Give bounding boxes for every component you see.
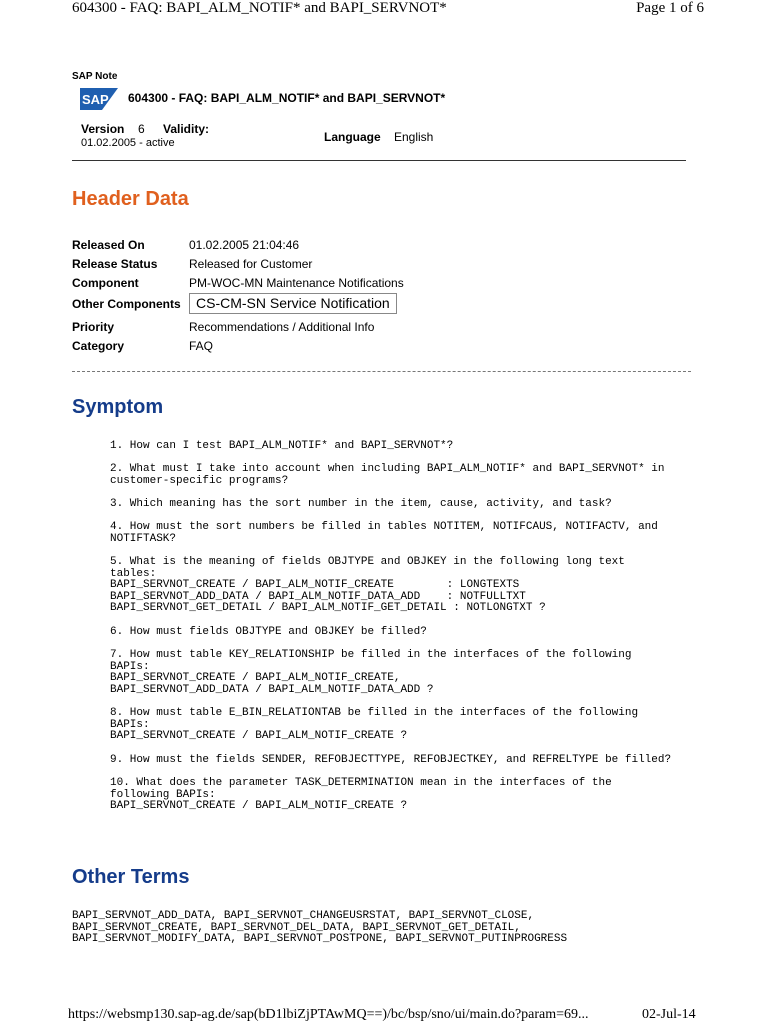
symptom-item: 8. How must table E_BIN_RELATIONTAB be filled in the interfaces of the following BAPIs: BAPI_SERVNOT_CREATE / BAPI_ALM_NOTIF_CREATE ? <box>110 707 639 742</box>
header-key: Component <box>72 276 139 290</box>
language-value: English <box>394 130 434 144</box>
header-key: Other Components <box>72 297 181 311</box>
symptom-item: 9. How must the fields SENDER, REFOBJECTTYPE, REFOBJECTKEY, and REFRELTYPE be filled? <box>110 754 672 766</box>
header-key: Category <box>72 339 125 353</box>
note-title: 604300 - FAQ: BAPI_ALM_NOTIF* and BAPI_SERVNOT* <box>128 91 446 105</box>
header-value: Released for Customer <box>189 257 313 271</box>
version-label: Version <box>81 122 125 136</box>
symptom-item: 3. Which meaning has the sort number in the item, cause, activity, and task? <box>110 498 612 510</box>
sap-note-label: SAP Note <box>72 71 118 82</box>
other-components-value: CS-CM-SN Service Notification <box>189 293 397 314</box>
symptom-item: 10. What does the parameter TASK_DETERMINATION mean in the interfaces of the following BAPIs: BAPI_SERVNOT_CREATE / BAPI_ALM_NOTIF_CREATE ? <box>110 777 612 812</box>
validity-value: 01.02.2005 - active <box>81 137 175 149</box>
version-value: 6 <box>138 122 145 136</box>
symptom-item: 6. How must fields OBJTYPE and OBJKEY be filled? <box>110 626 427 638</box>
symptom-item: 2. What must I take into account when including BAPI_ALM_NOTIF* and BAPI_SERVNOT* in customer-specific programs? <box>110 463 665 487</box>
header-value: 01.02.2005 21:04:46 <box>189 238 300 252</box>
symptom-item: 5. What is the meaning of fields OBJTYPE and OBJKEY in the following long text tables: BAPI_SERVNOT_CREATE / BAPI_ALM_NOTIF_CREATE : LONGTEXTS BAPI_SERVNOT_ADD_DATA / BAPI_ALM_NOTIF_DATA_ADD : NOTFULLTXT BAPI_SERVNOT_GET_DETAIL / BAPI_ALM_NOTIF_GET_DETAIL : NOTLONGTXT ? <box>110 556 625 614</box>
page-number: Page 1 of 6 <box>636 0 704 16</box>
other-terms-text: BAPI_SERVNOT_ADD_DATA, BAPI_SERVNOT_CHANGEUSRSTAT, BAPI_SERVNOT_CLOSE, BAPI_SERVNOT_CREATE, BAPI_SERVNOT_DEL_DATA, BAPI_SERVNOT_GET_DETAIL, BAPI_SERVNOT_MODIFY_DATA, BAPI_SERVNOT_POSTPONE, BAPI_SERVNOT_PUTINPROGRESS <box>72 910 568 945</box>
header-key: Release Status <box>72 257 158 271</box>
title-divider <box>72 160 686 161</box>
header-key: Released On <box>72 238 145 252</box>
sap-logo-text: SAP <box>82 92 109 107</box>
print-header-title: 604300 - FAQ: BAPI_ALM_NOTIF* and BAPI_SERVNOT* <box>72 0 447 16</box>
symptom-item: 4. How must the sort numbers be filled in tables NOTITEM, NOTIFCAUS, NOTIFACTV, and NOTIFTASK? <box>110 521 658 545</box>
symptom-heading: Symptom <box>72 396 164 418</box>
header-value: Recommendations / Additional Info <box>189 320 375 334</box>
footer-date: 02-Jul-14 <box>642 1007 696 1022</box>
header-value: FAQ <box>189 339 214 353</box>
footer-url: https://websmp130.sap-ag.de/sap(bD1lbiZjPTAwMQ==)/bc/bsp/sno/ui/main.do?param=69... <box>68 1007 589 1022</box>
validity-label: Validity: <box>163 122 210 136</box>
symptom-item: 1. How can I test BAPI_ALM_NOTIF* and BAPI_SERVNOT*? <box>110 440 454 452</box>
language-label: Language <box>324 130 381 144</box>
sap-logo-icon <box>80 88 118 110</box>
symptom-item: 7. How must table KEY_RELATIONSHIP be filled in the interfaces of the following BAPIs: BAPI_SERVNOT_CREATE / BAPI_ALM_NOTIF_CREATE, BAPI_SERVNOT_ADD_DATA / BAPI_ALM_NOTIF_DATA_ADD ? <box>110 649 632 696</box>
other-terms-heading: Other Terms <box>72 866 190 888</box>
header-key: Priority <box>72 320 115 334</box>
header-value: PM-WOC-MN Maintenance Notifications <box>189 276 404 290</box>
section-divider <box>72 371 691 372</box>
header-data-heading: Header Data <box>72 188 189 210</box>
